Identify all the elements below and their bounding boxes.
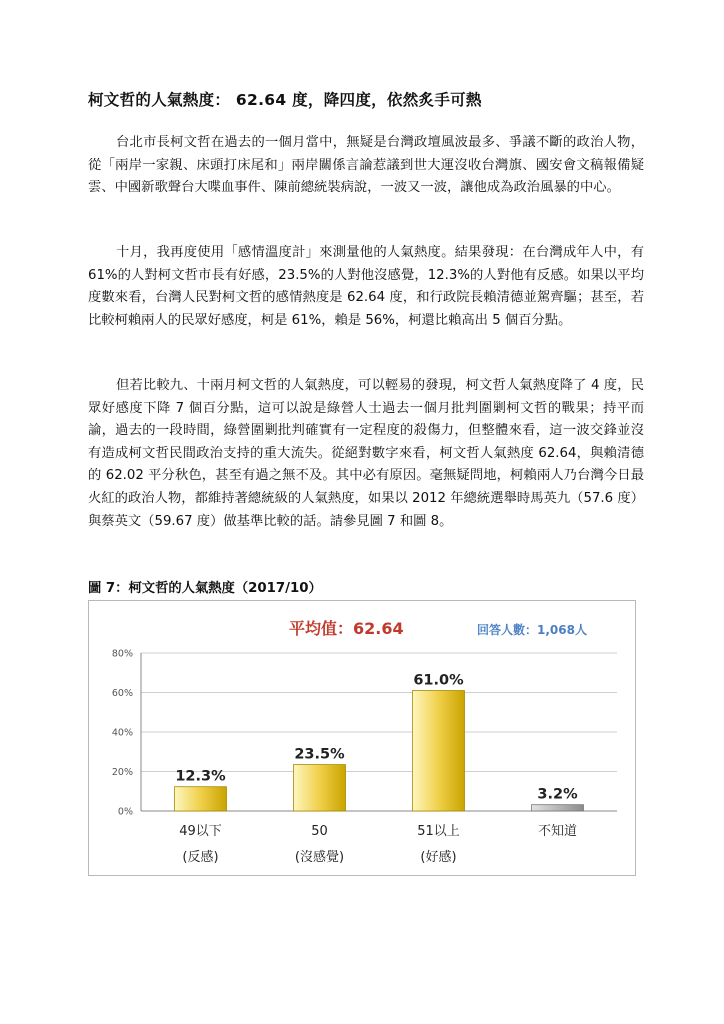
chart-title: 平均值：62.64 [289, 619, 404, 638]
x-category-label: 50 [311, 824, 328, 839]
figure-caption: 圖 7：柯文哲的人氣熱度（2017/10） [88, 581, 322, 596]
bar-value-label: 12.3% [175, 768, 226, 785]
x-category-sublabel: (好感) [420, 850, 457, 865]
article-heading: 柯文哲的人氣熱度： 62.64 度，降四度，依然炙手可熱 [88, 91, 482, 109]
y-tick-label: 20% [111, 767, 133, 778]
paragraph-2: 十月，我再度使用「感情溫度計」來測量他的人氣熱度。結果發現：在台灣成年人中，有 61%的人對柯文哲市長有好感，23.5%的人對他沒感覺，12.3%的人對他有反感。如果以平均度數來看，台灣人民對柯文哲的感情熱度是 62.64 度，和行政院長賴清德並駕齊驅；甚至，若比較柯賴兩人的民眾好感度，柯是 61%，賴是 56%，柯還比賴高出 5 個百分點。 [88, 245, 644, 328]
bar [294, 765, 346, 811]
x-category-label: 51以上 [417, 824, 460, 839]
y-tick-label: 60% [111, 688, 133, 699]
bar-value-label: 3.2% [537, 786, 578, 803]
chart-subtitle: 回答人數：1,068人 [477, 623, 587, 637]
bar-value-label: 23.5% [294, 746, 345, 763]
x-category-label: 不知道 [537, 824, 578, 839]
y-tick-label: 0% [117, 806, 133, 818]
bar [413, 691, 465, 811]
bar [175, 787, 227, 811]
x-category-sublabel: (反感) [182, 850, 219, 865]
x-category-sublabel: (沒感覺) [294, 850, 345, 865]
bar [532, 805, 584, 811]
x-category-label: 49以下 [179, 824, 222, 839]
paragraph-3: 但若比較九、十兩月柯文哲的人氣熱度，可以輕易的發現，柯文哲人氣熱度降了 4 度，民眾好感度下降 7 個百分點，這可以說是綠營人士過去一個月批判圍剿柯文哲的戰果；持平而論，過去的一段時間，綠營圍剿批判確實有一定程度的殺傷力，但整體來看，這一波交鋒並沒有造成柯文哲民間政治支持的重大流失。從絕對數字來看，柯文哲人氣熱度 62.64，與賴清德的 62.02 平分秋色，甚至有過之無不及。其中必有原因。毫無疑問地，柯賴兩人乃台灣今日最火紅的政治人物，都維持著總統級的人氣熱度，如果以 2012 年總統選舉時馬英九（57.6 度）與蔡英文（59.67 度）做基準比較的話。請參見圖 7 和圖 8。 [88, 378, 644, 529]
bar-value-label: 61.0% [413, 672, 464, 689]
y-tick-label: 80% [111, 648, 133, 660]
bar-chart [89, 601, 637, 877]
y-tick-label: 40% [111, 727, 133, 739]
paragraph-1: 台北市長柯文哲在過去的一個月當中，無疑是台灣政壇風波最多、爭議不斷的政治人物，從「兩岸一家親、床頭打床尾和」兩岸關係言論惹議到世大運沒收台灣旗、國安會文稿報備疑雲、中國新歌聲台大喋血事件、陳前總統裝病說，一波又一波，讓他成為政治風暴的中心。 [88, 135, 644, 196]
chart-frame [88, 600, 636, 876]
